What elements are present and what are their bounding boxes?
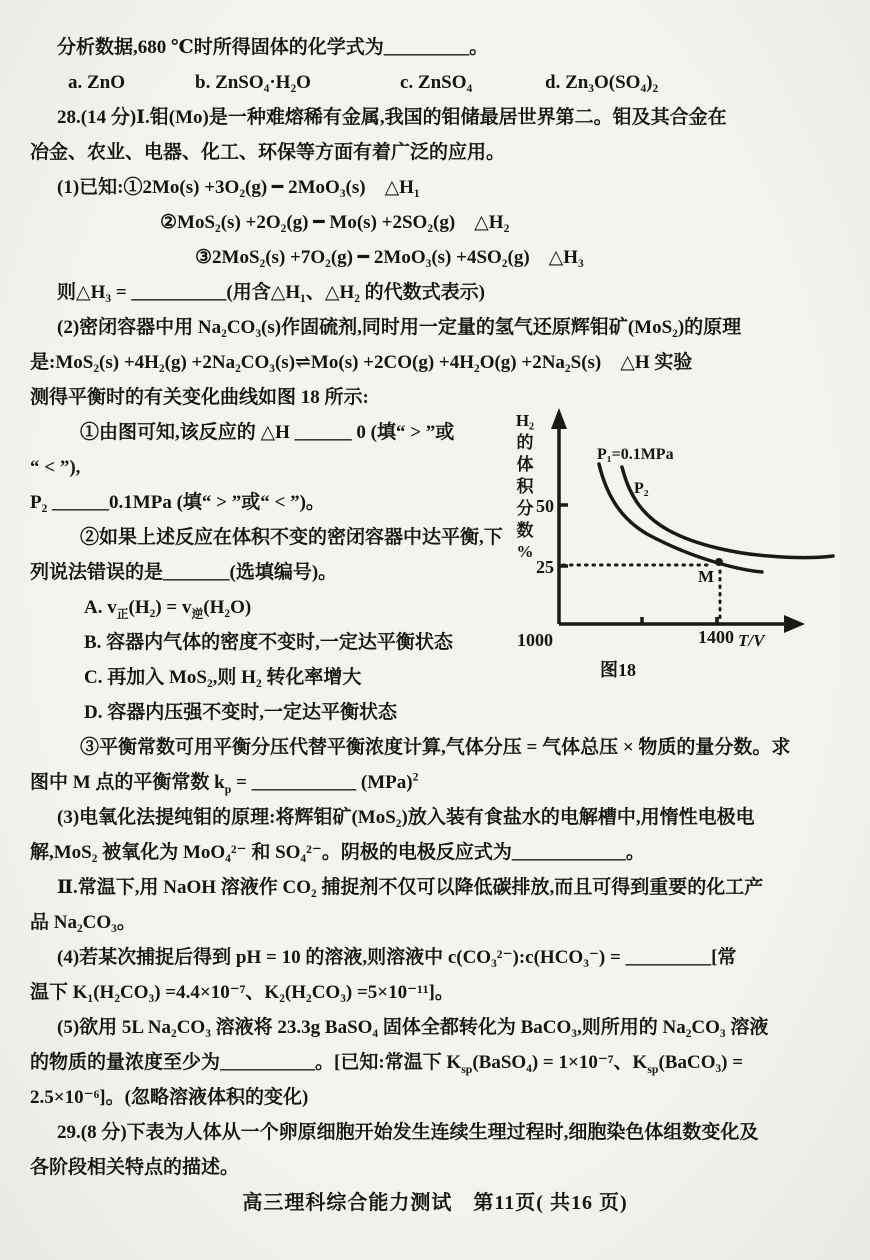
q29-cont-line: 各阶段相关特点的描述。	[30, 1157, 240, 1178]
q28-2-curve-ref-line: 测得平衡时的有关变化曲线如图 18 所示:	[30, 387, 369, 408]
sub3-line-1: ③平衡常数可用平衡分压代替平衡浓度计算,气体分压 = 气体总压 × 物质的量分数。求	[80, 737, 791, 758]
q28-3-stem-line: (3)电氧化法提纯钼的原理:将辉钼矿(MoS₂)放入装有食盐水的电解槽中,用惰性电极电	[57, 807, 755, 828]
y-axis-title-char: 积	[516, 477, 534, 496]
point-m-label: M	[697, 567, 714, 586]
y-axis-title-char: 数	[516, 521, 534, 540]
sub2-line-2: 列说法错误的是_______(选填编号)。	[30, 562, 338, 583]
choice-a: a. ZnO	[68, 72, 126, 93]
sub1-line-1: ①由图可知,该反应的 △H ______ 0 (填“ > ”或	[80, 422, 455, 443]
equation-3-line: ③2MoS₂(s) +7O₂(g) ━ 2MoO₃(s) +4SO₂(g) △H₃	[195, 247, 584, 268]
part2-intro-line: Ⅱ.常温下,用 NaOH 溶液作 CO₂ 捕捉剂不仅可以降低碳排放,而且可得到重要的化工产	[57, 877, 764, 898]
sub2-line-1: ②如果上述反应在体积不变的密闭容器中达平衡,下	[80, 527, 503, 548]
curve-p1	[599, 464, 762, 572]
point-m-marker	[715, 558, 723, 566]
q27-choices-row	[30, 65, 844, 100]
series-p2-label: P₂	[634, 480, 649, 497]
x-tick-1000: 1000	[517, 630, 553, 650]
x-axis	[559, 617, 793, 624]
y-axis-title-char: 分	[516, 499, 534, 518]
q28-2-equation-line: 是:MoS₂(s) +4H₂(g) +2Na₂CO₃(s)⇌Mo(s) +2CO(g) +4H₂O(g) +2Na₂S(s) △H 实验	[30, 352, 693, 373]
series-p1-label: P₁=0.1MPa	[597, 446, 674, 463]
q28-5-cont-line: 的物质的量浓度至少为__________。[已知:常温下 $K_{sp}(BaSO_4) = 1\times 10^{-7}$、$K_{sp}(BaCO_3)$ =	[30, 1052, 744, 1076]
q28-header-line: 28.(14 分)Ⅰ.钼(Mo)是一种难熔稀有金属,我国的钼储最居世界第二。钼及其合金在	[57, 107, 727, 128]
choice-b: b. ZnSO₄·H₂O	[195, 72, 311, 93]
y-axis-title-char: H₂	[515, 411, 535, 430]
dh3-blank-line: 则△H₃ = __________(用含△H₁、△H₂ 的代数式表示)	[57, 282, 485, 303]
q28-4-cont-line: 温下 K₁(H₂CO₃) =4.4×10⁻⁷、K₂(H₂CO₃) =5×10⁻¹¹]。	[30, 982, 454, 1003]
x-axis-label: T/V	[738, 631, 765, 650]
q27-stem-line: 分析数据,680 ℃时所得固体的化学式为_________。	[57, 37, 489, 58]
q28-intro-cont-line: 冶金、农业、电器、化工、环保等方面有着广泛的应用。	[30, 142, 506, 163]
choice-d: d. Zn₃O(SO₄)₂	[545, 72, 659, 93]
y-axis-title	[516, 411, 535, 561]
y-axis-title-char: 的	[516, 433, 534, 452]
q28-5-cont-line-2: 2.5×10⁻⁶]。(忽略溶液体积的变化)	[30, 1087, 309, 1108]
y-axis-arrow	[551, 408, 567, 429]
sub1-line-2: “ < ”),	[30, 457, 81, 478]
figure-caption: 图18	[600, 660, 636, 680]
kp-blank-line: 图中 M 点的平衡常数 $k_p$ = ___________ (MPa)$^2$	[30, 770, 419, 796]
equation-2-line: ②MoS₂(s) +2O₂(g) ━ Mo(s) +2SO₂(g) △H₂	[160, 212, 510, 233]
option-b-line: B. 容器内气体的密度不变时,一定达平衡状态	[84, 632, 453, 653]
chart-svg	[505, 396, 870, 688]
x-tick-1400: 1400	[698, 627, 734, 647]
curve-p2	[622, 467, 833, 558]
y-axis-title-char: %	[516, 542, 534, 561]
q28-4-stem-line: (4)若某次捕捉后得到 pH = 10 的溶液,则溶液中 c(CO₃²⁻):c(HCO₃⁻) = _________[常	[57, 947, 737, 968]
option-a-line: A. $v_正(H_2) = v_逆(H_2O)$	[84, 597, 252, 621]
y-axis	[559, 424, 568, 624]
q28-5-stem-line: (5)欲用 5L Na₂CO₃ 溶液将 23.3g BaSO₄ 固体全都转化为 BaCO₃,则所用的 Na₂CO₃ 溶液	[57, 1017, 769, 1038]
y-axis-title-char: 体	[516, 455, 534, 474]
figure-18-equilibrium-chart	[505, 396, 870, 688]
y-tick-50: 50	[536, 496, 554, 516]
q28-3-cont-line: 解,MoS₂ 被氧化为 MoO₄²⁻ 和 SO₄²⁻。阴极的电极反应式为____________。	[30, 842, 645, 863]
page-footer: 高三理科综合能力测试 第11页( 共16 页)	[242, 1192, 628, 1214]
part2-intro-cont: 品 Na₂CO₃。	[30, 912, 136, 933]
equation-1-line: (1)已知:①2Mo(s) +3O₂(g) ━ 2MoO₃(s) △H₁	[57, 177, 420, 198]
y-tick-25: 25	[536, 557, 554, 577]
x-axis-arrow	[784, 615, 805, 633]
p2-blank-line: P₂ ______0.1MPa (填“ > ”或“ < ”)。	[30, 492, 325, 513]
q29-header-line: 29.(8 分)下表为人体从一个卵原细胞开始发生连续生理过程时,细胞染色体组数变化及	[57, 1122, 759, 1143]
option-c-line: C. 再加入 MoS₂,则 H₂ 转化率增大	[84, 667, 362, 688]
choice-c: c. ZnSO₄	[400, 72, 473, 93]
q28-2-stem-line: (2)密闭容器中用 Na₂CO₃(s)作固硫剂,同时用一定量的氢气还原辉钼矿(MoS₂)的原理	[57, 317, 742, 338]
option-d-line: D. 容器内压强不变时,一定达平衡状态	[84, 702, 397, 723]
